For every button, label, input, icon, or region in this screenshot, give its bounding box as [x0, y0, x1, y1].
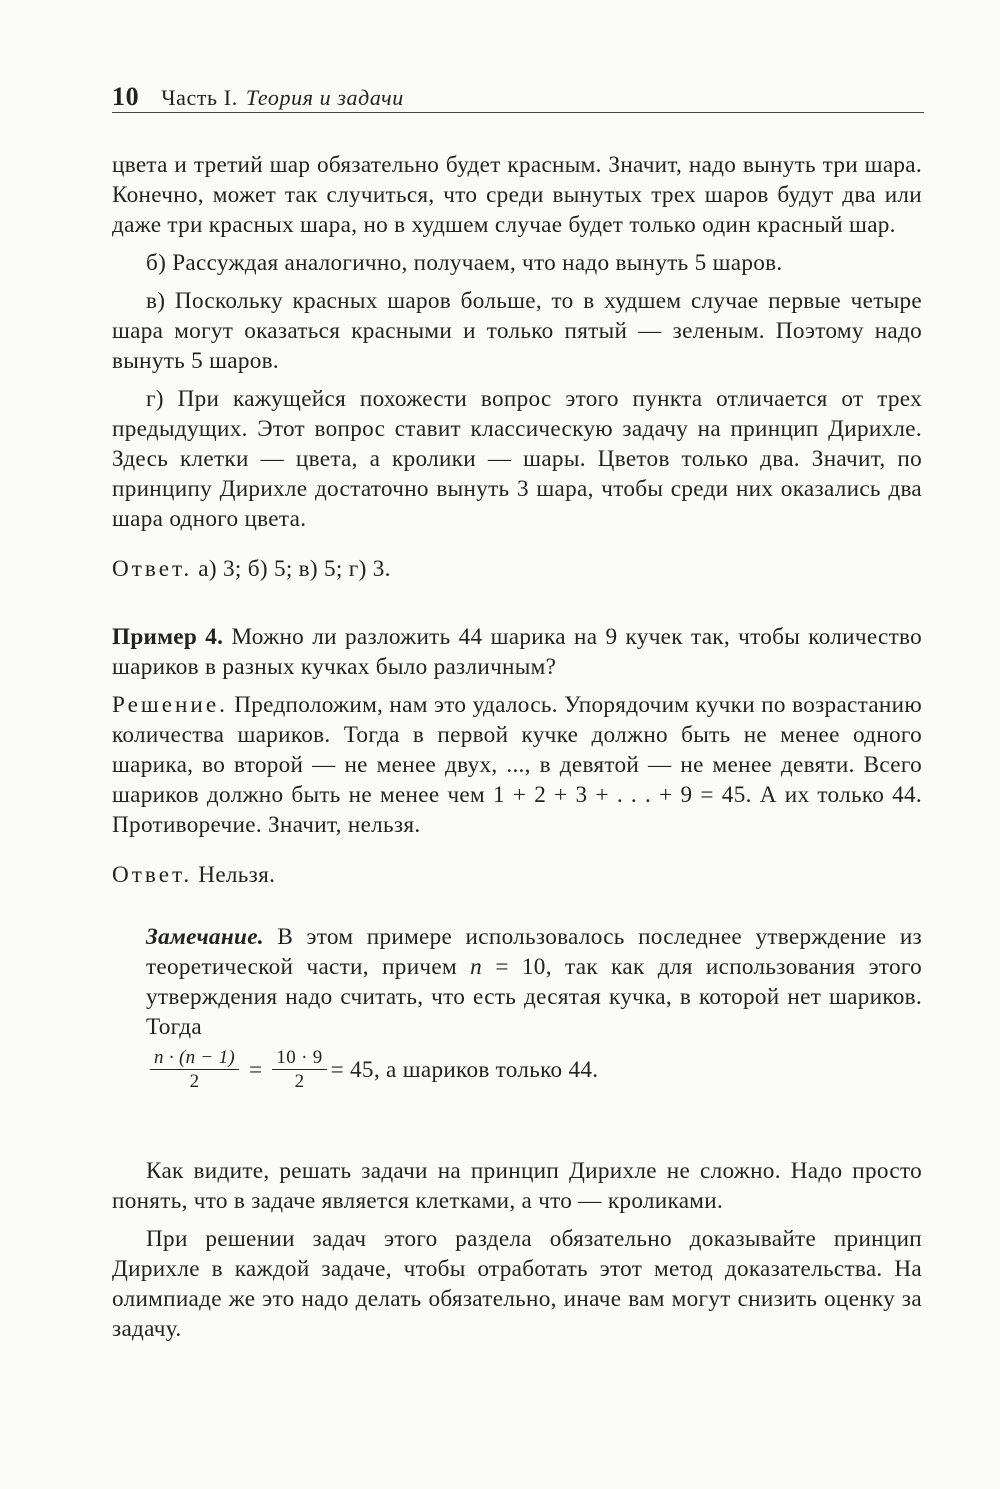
- fraction-n-denominator: 2: [189, 1070, 200, 1092]
- example-4-label: Пример 4.: [112, 624, 224, 650]
- answer-2: [112, 860, 922, 890]
- answer-1: [112, 554, 922, 584]
- closing-paragraph-2: При решении задач этого раздела обязательно доказывайте принцип Дирихле в каждой задаче, чтобы отработать этот метод доказательства. На олимпиаде же это надо делать обязательно, иначе вам могут снизить оценку за задачу.: [112, 1226, 922, 1342]
- answer-2-text: Нельзя.: [198, 862, 276, 888]
- fraction-10-numerator: 10 · 9: [272, 1047, 326, 1070]
- header-part: Часть I.: [161, 85, 238, 110]
- solution-4: [112, 690, 922, 840]
- fraction-10-denominator: 2: [294, 1070, 305, 1092]
- page-number: 10: [112, 82, 140, 111]
- fraction-n: [150, 1047, 239, 1094]
- answer-1-text: а) 3; б) 5; в) 5; г) 3.: [198, 556, 391, 582]
- remark-formula: [146, 1044, 922, 1096]
- header-title: Теория и задачи: [245, 85, 404, 110]
- paragraph-part-v: в) Поскольку красных шаров больше, то в худшем случае первые четыре шара могут оказаться красными и только пятый — зеленым. Поэтому надо вынуть 5 шаров.: [112, 288, 922, 374]
- paragraph-part-g: г) При кажущейся похожести вопрос этого пункта отличается от трех предыдущих. Этот вопрос ставит классическую задачу на принцип Дирихле. Здесь клетки — цвета, а кролики — шары. Цветов только два. Значит, по принципу Дирихле достаточно вынуть 3 шара, чтобы среди них оказались два шара одного цвета.: [112, 386, 922, 532]
- paragraph-part-b: б) Рассуждая аналогично, получаем, что надо вынуть 5 шаров.: [146, 250, 783, 276]
- remark-n-var: n: [470, 954, 483, 980]
- answer-1-label: Ответ.: [112, 556, 193, 582]
- page-body: [112, 150, 922, 1344]
- equals-sign: =: [249, 1057, 263, 1083]
- solution-4-text: Предположим, нам это удалось. Упорядочим кучки по возрастанию количества шариков. Тогда в первой кучке должно быть не менее одного шарика, во второй — не менее двух, ..., в девятой — не менее девяти. Всего шариков должно быть не менее чем 1 + 2 + 3 + . . . + 9 = 45. А их только 44. Противоречие. Значит, нельзя.: [112, 692, 922, 838]
- example-4: [112, 622, 922, 682]
- remark-n-value: = 10,: [495, 954, 552, 980]
- fraction-n-numerator: n · (n − 1): [150, 1047, 239, 1070]
- example-4-text: Можно ли разложить 44 шарика на 9 кучек так, чтобы количество шариков в разных кучках было различным?: [112, 624, 923, 680]
- remark-text-before: В этом примере использовалось последнее утверждение из теоретической части, причем: [146, 924, 922, 980]
- remark-text: [146, 922, 922, 1042]
- remark-label: Замечание.: [146, 924, 264, 950]
- paragraph-continuation: цвета и третий шар обязательно будет красным. Значит, надо вынуть три шара. Конечно, может так случиться, что среди вынутых трех шаров будут два или даже три красных шара, но в худшем случае будет только один красный шар.: [112, 152, 922, 238]
- solution-4-label: Решение.: [112, 692, 228, 718]
- running-header: [112, 82, 924, 113]
- answer-2-label: Ответ.: [112, 862, 193, 888]
- remark-block: [146, 922, 922, 1096]
- closing-paragraph-1: Как видите, решать задачи на принцип Дирихле не сложно. Надо просто понять, что в задаче является клетками, а что — кроликами.: [112, 1158, 922, 1214]
- formula-tail: = 45, а шариков только 44.: [330, 1057, 599, 1083]
- fraction-10: [272, 1047, 326, 1094]
- remark-text-after: так как для использования этого утверждения надо считать, что есть десятая кучка, в которой нет шариков. Тогда: [146, 954, 922, 1040]
